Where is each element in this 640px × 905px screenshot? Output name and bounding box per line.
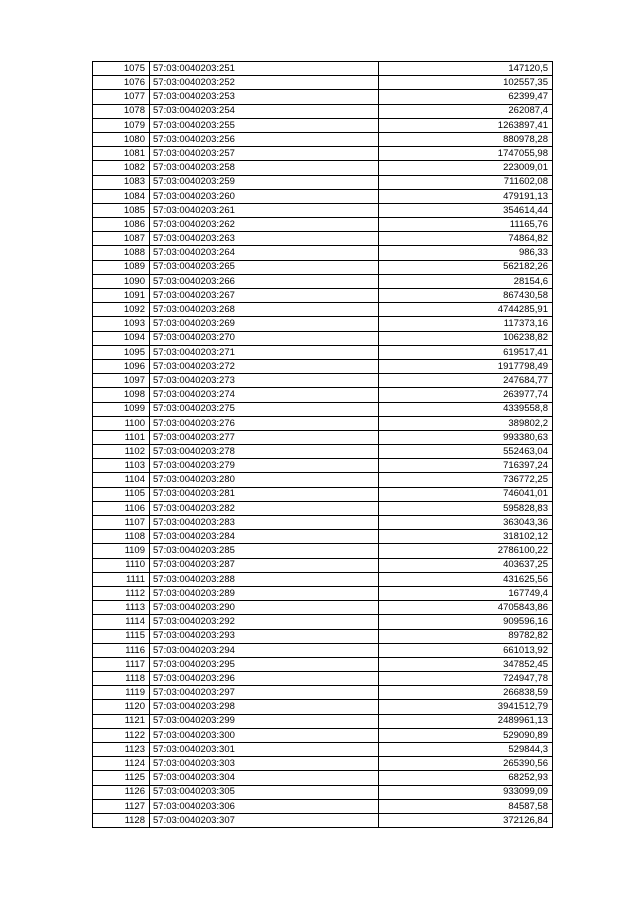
row-number: 1097 <box>93 374 150 388</box>
table-row <box>93 728 553 742</box>
cadastral-number: 57:03:0040203:258 <box>150 161 379 175</box>
row-number: 1100 <box>93 416 150 430</box>
row-number: 1106 <box>93 501 150 515</box>
row-number: 1110 <box>93 558 150 572</box>
value-cell: 4744285,91 <box>379 303 553 317</box>
cadastral-number: 57:03:0040203:304 <box>150 771 379 785</box>
table-row <box>93 345 553 359</box>
cadastral-number: 57:03:0040203:295 <box>150 657 379 671</box>
value-cell: 993380,63 <box>379 430 553 444</box>
value-cell: 711602,08 <box>379 175 553 189</box>
table-row <box>93 317 553 331</box>
table-row <box>93 232 553 246</box>
table-row <box>93 402 553 416</box>
value-cell: 74864,82 <box>379 232 553 246</box>
table-row <box>93 473 553 487</box>
value-cell: 89782,82 <box>379 629 553 643</box>
value-cell: 354614,44 <box>379 203 553 217</box>
table-row <box>93 558 553 572</box>
cadastral-number: 57:03:0040203:300 <box>150 728 379 742</box>
value-cell: 1917798,49 <box>379 359 553 373</box>
row-number: 1112 <box>93 586 150 600</box>
cadastral-number: 57:03:0040203:292 <box>150 615 379 629</box>
row-number: 1092 <box>93 303 150 317</box>
row-number: 1115 <box>93 629 150 643</box>
row-number: 1111 <box>93 572 150 586</box>
row-number: 1127 <box>93 799 150 813</box>
value-cell: 867430,58 <box>379 289 553 303</box>
value-cell: 4339558,8 <box>379 402 553 416</box>
value-cell: 595828,83 <box>379 501 553 515</box>
table-row <box>93 189 553 203</box>
value-cell: 1747055,98 <box>379 147 553 161</box>
table-row <box>93 516 553 530</box>
row-number: 1094 <box>93 331 150 345</box>
cadastral-number: 57:03:0040203:274 <box>150 388 379 402</box>
value-cell: 1263897,41 <box>379 118 553 132</box>
table-row <box>93 501 553 515</box>
cadastral-number: 57:03:0040203:257 <box>150 147 379 161</box>
row-number: 1119 <box>93 686 150 700</box>
cadastral-number: 57:03:0040203:270 <box>150 331 379 345</box>
table-row <box>93 147 553 161</box>
table-row <box>93 246 553 260</box>
cadastral-number: 57:03:0040203:276 <box>150 416 379 430</box>
value-cell: 3941512,79 <box>379 700 553 714</box>
cadastral-number: 57:03:0040203:283 <box>150 516 379 530</box>
cadastral-number: 57:03:0040203:285 <box>150 544 379 558</box>
row-number: 1123 <box>93 743 150 757</box>
table-row <box>93 104 553 118</box>
cadastral-number: 57:03:0040203:282 <box>150 501 379 515</box>
table-row <box>93 487 553 501</box>
cadastral-number: 57:03:0040203:275 <box>150 402 379 416</box>
value-cell: 2489961,13 <box>379 714 553 728</box>
row-number: 1125 <box>93 771 150 785</box>
row-number: 1090 <box>93 274 150 288</box>
value-cell: 263977,74 <box>379 388 553 402</box>
row-number: 1108 <box>93 530 150 544</box>
cadastral-number: 57:03:0040203:255 <box>150 118 379 132</box>
value-cell: 347852,45 <box>379 657 553 671</box>
table-row <box>93 359 553 373</box>
cadastral-number: 57:03:0040203:305 <box>150 785 379 799</box>
value-cell: 986,33 <box>379 246 553 260</box>
row-number: 1099 <box>93 402 150 416</box>
cadastral-number: 57:03:0040203:279 <box>150 459 379 473</box>
cadastral-number: 57:03:0040203:272 <box>150 359 379 373</box>
row-number: 1103 <box>93 459 150 473</box>
table-row <box>93 643 553 657</box>
value-cell: 880978,28 <box>379 132 553 146</box>
value-cell: 117373,16 <box>379 317 553 331</box>
row-number: 1077 <box>93 90 150 104</box>
value-cell: 552463,04 <box>379 445 553 459</box>
value-cell: 431625,56 <box>379 572 553 586</box>
table-row <box>93 260 553 274</box>
table-row <box>93 62 553 76</box>
table-row <box>93 274 553 288</box>
row-number: 1091 <box>93 289 150 303</box>
table-row <box>93 203 553 217</box>
value-cell: 2786100,22 <box>379 544 553 558</box>
row-number: 1113 <box>93 601 150 615</box>
cadastral-number: 57:03:0040203:284 <box>150 530 379 544</box>
value-cell: 223009,01 <box>379 161 553 175</box>
cadastral-number: 57:03:0040203:251 <box>150 62 379 76</box>
cadastral-number: 57:03:0040203:288 <box>150 572 379 586</box>
value-cell: 167749,4 <box>379 586 553 600</box>
cadastral-number: 57:03:0040203:271 <box>150 345 379 359</box>
cadastral-number: 57:03:0040203:296 <box>150 672 379 686</box>
row-number: 1076 <box>93 76 150 90</box>
cadastral-number: 57:03:0040203:256 <box>150 132 379 146</box>
table-row <box>93 303 553 317</box>
cadastral-number: 57:03:0040203:252 <box>150 76 379 90</box>
row-number: 1128 <box>93 813 150 827</box>
value-cell: 529844,3 <box>379 743 553 757</box>
row-number: 1078 <box>93 104 150 118</box>
table-row <box>93 785 553 799</box>
value-cell: 62399,47 <box>379 90 553 104</box>
table-row <box>93 118 553 132</box>
value-cell: 147120,5 <box>379 62 553 76</box>
cadastral-number: 57:03:0040203:299 <box>150 714 379 728</box>
row-number: 1120 <box>93 700 150 714</box>
row-number: 1082 <box>93 161 150 175</box>
cadastral-number: 57:03:0040203:306 <box>150 799 379 813</box>
cadastral-number: 57:03:0040203:265 <box>150 260 379 274</box>
row-number: 1122 <box>93 728 150 742</box>
cadastral-number: 57:03:0040203:303 <box>150 757 379 771</box>
row-number: 1083 <box>93 175 150 189</box>
value-cell: 106238,82 <box>379 331 553 345</box>
value-cell: 68252,93 <box>379 771 553 785</box>
value-cell: 403637,25 <box>379 558 553 572</box>
table-row <box>93 289 553 303</box>
value-cell: 4705843,86 <box>379 601 553 615</box>
table-row <box>93 388 553 402</box>
cadastral-number: 57:03:0040203:269 <box>150 317 379 331</box>
row-number: 1098 <box>93 388 150 402</box>
row-number: 1104 <box>93 473 150 487</box>
row-number: 1088 <box>93 246 150 260</box>
table-row <box>93 218 553 232</box>
table-row <box>93 445 553 459</box>
cadastral-number: 57:03:0040203:273 <box>150 374 379 388</box>
value-cell: 262087,4 <box>379 104 553 118</box>
row-number: 1116 <box>93 643 150 657</box>
table-row <box>93 757 553 771</box>
table-row <box>93 76 553 90</box>
row-number: 1121 <box>93 714 150 728</box>
cadastral-number: 57:03:0040203:293 <box>150 629 379 643</box>
value-cell: 28154,6 <box>379 274 553 288</box>
cadastral-number: 57:03:0040203:253 <box>150 90 379 104</box>
table-row <box>93 430 553 444</box>
row-number: 1095 <box>93 345 150 359</box>
cadastral-number: 57:03:0040203:280 <box>150 473 379 487</box>
row-number: 1081 <box>93 147 150 161</box>
cadastral-number: 57:03:0040203:260 <box>150 189 379 203</box>
cadastral-number: 57:03:0040203:281 <box>150 487 379 501</box>
row-number: 1096 <box>93 359 150 373</box>
row-number: 1126 <box>93 785 150 799</box>
table-row <box>93 586 553 600</box>
cadastral-number: 57:03:0040203:254 <box>150 104 379 118</box>
table-row <box>93 374 553 388</box>
value-cell: 372126,84 <box>379 813 553 827</box>
row-number: 1107 <box>93 516 150 530</box>
table-row <box>93 813 553 827</box>
value-cell: 318102,12 <box>379 530 553 544</box>
cadastral-table <box>92 61 553 828</box>
table-row <box>93 615 553 629</box>
table-row <box>93 161 553 175</box>
cadastral-number: 57:03:0040203:298 <box>150 700 379 714</box>
value-cell: 933099,09 <box>379 785 553 799</box>
cadastral-number: 57:03:0040203:297 <box>150 686 379 700</box>
row-number: 1087 <box>93 232 150 246</box>
row-number: 1089 <box>93 260 150 274</box>
table-row <box>93 572 553 586</box>
cadastral-number: 57:03:0040203:264 <box>150 246 379 260</box>
row-number: 1075 <box>93 62 150 76</box>
cadastral-number: 57:03:0040203:262 <box>150 218 379 232</box>
cadastral-number: 57:03:0040203:287 <box>150 558 379 572</box>
table-row <box>93 601 553 615</box>
table-row <box>93 657 553 671</box>
row-number: 1118 <box>93 672 150 686</box>
value-cell: 389802,2 <box>379 416 553 430</box>
table-row <box>93 700 553 714</box>
cadastral-number: 57:03:0040203:278 <box>150 445 379 459</box>
row-number: 1102 <box>93 445 150 459</box>
cadastral-number: 57:03:0040203:289 <box>150 586 379 600</box>
value-cell: 716397,24 <box>379 459 553 473</box>
cadastral-number: 57:03:0040203:267 <box>150 289 379 303</box>
value-cell: 909596,16 <box>379 615 553 629</box>
value-cell: 661013,92 <box>379 643 553 657</box>
table-row <box>93 672 553 686</box>
table-body <box>93 62 553 828</box>
table-row <box>93 799 553 813</box>
cadastral-number: 57:03:0040203:268 <box>150 303 379 317</box>
row-number: 1109 <box>93 544 150 558</box>
table-row <box>93 90 553 104</box>
row-number: 1079 <box>93 118 150 132</box>
row-number: 1080 <box>93 132 150 146</box>
table-row <box>93 714 553 728</box>
cadastral-number: 57:03:0040203:277 <box>150 430 379 444</box>
value-cell: 529090,89 <box>379 728 553 742</box>
row-number: 1114 <box>93 615 150 629</box>
value-cell: 102557,35 <box>379 76 553 90</box>
cadastral-number: 57:03:0040203:294 <box>150 643 379 657</box>
row-number: 1124 <box>93 757 150 771</box>
row-number: 1085 <box>93 203 150 217</box>
table-row <box>93 416 553 430</box>
table-row <box>93 743 553 757</box>
cadastral-number: 57:03:0040203:266 <box>150 274 379 288</box>
row-number: 1101 <box>93 430 150 444</box>
value-cell: 247684,77 <box>379 374 553 388</box>
value-cell: 619517,41 <box>379 345 553 359</box>
row-number: 1117 <box>93 657 150 671</box>
cadastral-number: 57:03:0040203:261 <box>150 203 379 217</box>
table-row <box>93 175 553 189</box>
value-cell: 84587,58 <box>379 799 553 813</box>
value-cell: 479191,13 <box>379 189 553 203</box>
row-number: 1086 <box>93 218 150 232</box>
cadastral-number: 57:03:0040203:263 <box>150 232 379 246</box>
value-cell: 266838,59 <box>379 686 553 700</box>
table-row <box>93 686 553 700</box>
row-number: 1084 <box>93 189 150 203</box>
table-row <box>93 459 553 473</box>
value-cell: 724947,78 <box>379 672 553 686</box>
table-row <box>93 331 553 345</box>
table-row <box>93 132 553 146</box>
value-cell: 265390,56 <box>379 757 553 771</box>
cadastral-number: 57:03:0040203:301 <box>150 743 379 757</box>
cadastral-number: 57:03:0040203:307 <box>150 813 379 827</box>
value-cell: 746041,01 <box>379 487 553 501</box>
row-number: 1105 <box>93 487 150 501</box>
cadastral-number: 57:03:0040203:259 <box>150 175 379 189</box>
value-cell: 11165,76 <box>379 218 553 232</box>
value-cell: 363043,36 <box>379 516 553 530</box>
table-row <box>93 544 553 558</box>
cadastral-number: 57:03:0040203:290 <box>150 601 379 615</box>
table-row <box>93 771 553 785</box>
table-row <box>93 629 553 643</box>
value-cell: 736772,25 <box>379 473 553 487</box>
table-row <box>93 530 553 544</box>
row-number: 1093 <box>93 317 150 331</box>
value-cell: 562182,26 <box>379 260 553 274</box>
